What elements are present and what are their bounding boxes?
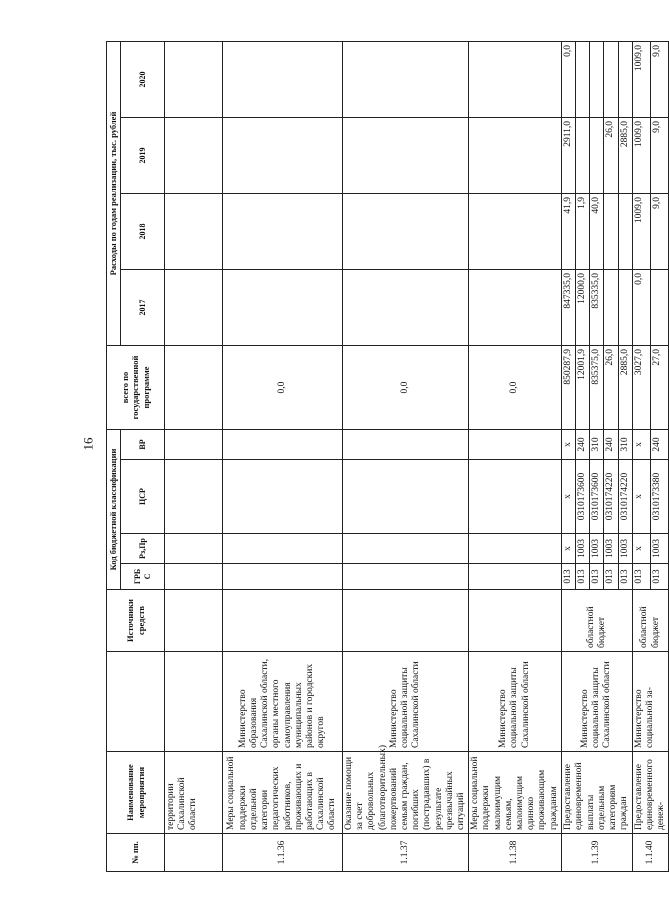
row-total: 0,0 xyxy=(223,346,343,430)
cell-csr: x xyxy=(561,460,575,534)
header-budget-code: Код бюджетной классификации xyxy=(107,430,121,590)
header-2017: 2017 xyxy=(121,270,165,346)
cell-csr: 0310173600 xyxy=(576,460,590,534)
cell-rzpr: 1003 xyxy=(590,534,604,564)
cell-2019: 9,0 xyxy=(651,118,669,194)
cell-rzpr: x xyxy=(632,534,650,564)
cell-grbs: 013 xyxy=(651,564,669,590)
cell-vr: x xyxy=(561,430,575,460)
header-2018: 2018 xyxy=(121,194,165,270)
cell-2020 xyxy=(618,41,632,117)
header-rzpr: Рз,Пр xyxy=(121,534,165,564)
row-name: территории Сахалинской области xyxy=(165,752,223,834)
cell-csr: 0310174220 xyxy=(604,460,618,534)
cell-2020 xyxy=(590,41,604,117)
cell-total: 850287,9 xyxy=(561,346,575,430)
cell-2018: 40,0 xyxy=(590,194,604,270)
cell-2018 xyxy=(604,194,618,270)
header-2020: 2020 xyxy=(121,41,165,117)
header-csr: ЦСР xyxy=(121,460,165,534)
cell-vr: 310 xyxy=(590,430,604,460)
cell-2017 xyxy=(618,270,632,346)
cell-total: 835375,0 xyxy=(590,346,604,430)
row-name: Меры социальной поддержки малоимущим семьям, малоимущим одиноко проживающим гражданам xyxy=(469,752,562,834)
row-executor: Министерство социальной защиты Сахалинской области xyxy=(343,652,469,752)
cell-grbs: 013 xyxy=(604,564,618,590)
cell-rzpr: x xyxy=(561,534,575,564)
cell-csr: 0310173600 xyxy=(590,460,604,534)
cell-grbs: 013 xyxy=(618,564,632,590)
cell-2018 xyxy=(618,194,632,270)
cell-total: 3027,0 xyxy=(632,346,650,430)
cell-2020: 0,0 xyxy=(561,41,575,117)
row-executor: Министерство социальной защиты Сахалинской области xyxy=(561,652,632,752)
cell-2020 xyxy=(576,41,590,117)
cell-total: 26,0 xyxy=(604,346,618,430)
table-row xyxy=(632,41,650,871)
cell-csr: x xyxy=(632,460,650,534)
table-row xyxy=(561,41,575,871)
row-number: 1.1.38 xyxy=(469,834,562,872)
cell-2019: 2885,0 xyxy=(618,118,632,194)
cell-grbs: 013 xyxy=(561,564,575,590)
cell-grbs: 013 xyxy=(632,564,650,590)
header-grbs: ГРБ С xyxy=(121,564,165,590)
cell-total: 27,0 xyxy=(651,346,669,430)
row-number: 1.1.37 xyxy=(343,834,469,872)
cell-2019 xyxy=(590,118,604,194)
budget-table xyxy=(106,41,669,872)
cell-2020 xyxy=(604,41,618,117)
cell-2019: 2911,0 xyxy=(561,118,575,194)
cell-2017 xyxy=(651,270,669,346)
row-number: 1.1.36 xyxy=(223,834,343,872)
row-executor: Министерство социальной за- xyxy=(632,652,669,752)
cell-vr: 310 xyxy=(618,430,632,460)
cell-vr: 240 xyxy=(651,430,669,460)
cell-vr: 240 xyxy=(576,430,590,460)
table-row xyxy=(343,41,469,871)
cell-2019: 26,0 xyxy=(604,118,618,194)
cell-rzpr: 1003 xyxy=(576,534,590,564)
header-no: № пп. xyxy=(107,834,165,872)
cell-total: 12001,9 xyxy=(576,346,590,430)
cell-2017: 12000,0 xyxy=(576,270,590,346)
row-source: областной бюджет xyxy=(632,590,669,652)
cell-grbs: 013 xyxy=(590,564,604,590)
cell-2018: 41,9 xyxy=(561,194,575,270)
cell-2017 xyxy=(604,270,618,346)
page-number: 16 xyxy=(80,437,96,451)
header-name: Наименование мероприятия xyxy=(107,752,165,834)
cell-2020: 9,0 xyxy=(651,41,669,117)
cell-vr: x xyxy=(632,430,650,460)
header-source: Источники средств xyxy=(107,590,165,652)
cell-rzpr: 1003 xyxy=(651,534,669,564)
table-row xyxy=(165,41,223,871)
cell-csr: 0310173380 xyxy=(651,460,669,534)
row-executor: Министерство социальной защиты Сахалинской области xyxy=(469,652,562,752)
header-total: всего по государственной программе xyxy=(107,346,165,430)
cell-grbs: 013 xyxy=(576,564,590,590)
row-executor: Министерство образования Сахалинской области, органы местного самоуправления муниципальных районов и городских округов xyxy=(223,652,343,752)
table-row xyxy=(223,41,343,871)
cell-2019 xyxy=(576,118,590,194)
cell-2017: 0,0 xyxy=(632,270,650,346)
row-number: 1.1.40 xyxy=(632,834,669,872)
cell-2018: 1,9 xyxy=(576,194,590,270)
row-source: областной бюджет xyxy=(561,590,632,652)
cell-2020: 1009,0 xyxy=(632,41,650,117)
header-executor xyxy=(107,652,165,752)
cell-rzpr: 1003 xyxy=(604,534,618,564)
row-total: 0,0 xyxy=(469,346,562,430)
cell-2017: 835335,0 xyxy=(590,270,604,346)
header-vr: ВР xyxy=(121,430,165,460)
header-expenses: Расходы по годам реализации, тыс. рублей xyxy=(107,41,121,345)
header-2019: 2019 xyxy=(121,118,165,194)
row-total: 0,0 xyxy=(343,346,469,430)
cell-2018: 1009,0 xyxy=(632,194,650,270)
cell-rzpr: 1003 xyxy=(618,534,632,564)
budget-table-rotated xyxy=(106,42,667,872)
row-number: 1.1.39 xyxy=(561,834,632,872)
row-name: Оказание помощи за счет добровольных (благотворительных) пожертвований семьям граждан, погибших (пострадавших) в результате чрезвычайных ситуаций xyxy=(343,752,469,834)
table-row xyxy=(469,41,562,871)
cell-2017: 847335,0 xyxy=(561,270,575,346)
row-name: Меры социальной поддержки отдельной категории педагогических работников, проживающих и работающих в Сахалинской области xyxy=(223,752,343,834)
cell-csr: 0310174220 xyxy=(618,460,632,534)
cell-total: 2885,0 xyxy=(618,346,632,430)
cell-vr: 240 xyxy=(604,430,618,460)
cell-2019: 1009,0 xyxy=(632,118,650,194)
row-name: Предоставление единовременного денеж- xyxy=(632,752,669,834)
row-name: Предоставление единовременной выплаты отдельным категориям граждан xyxy=(561,752,632,834)
cell-2018: 9,0 xyxy=(651,194,669,270)
